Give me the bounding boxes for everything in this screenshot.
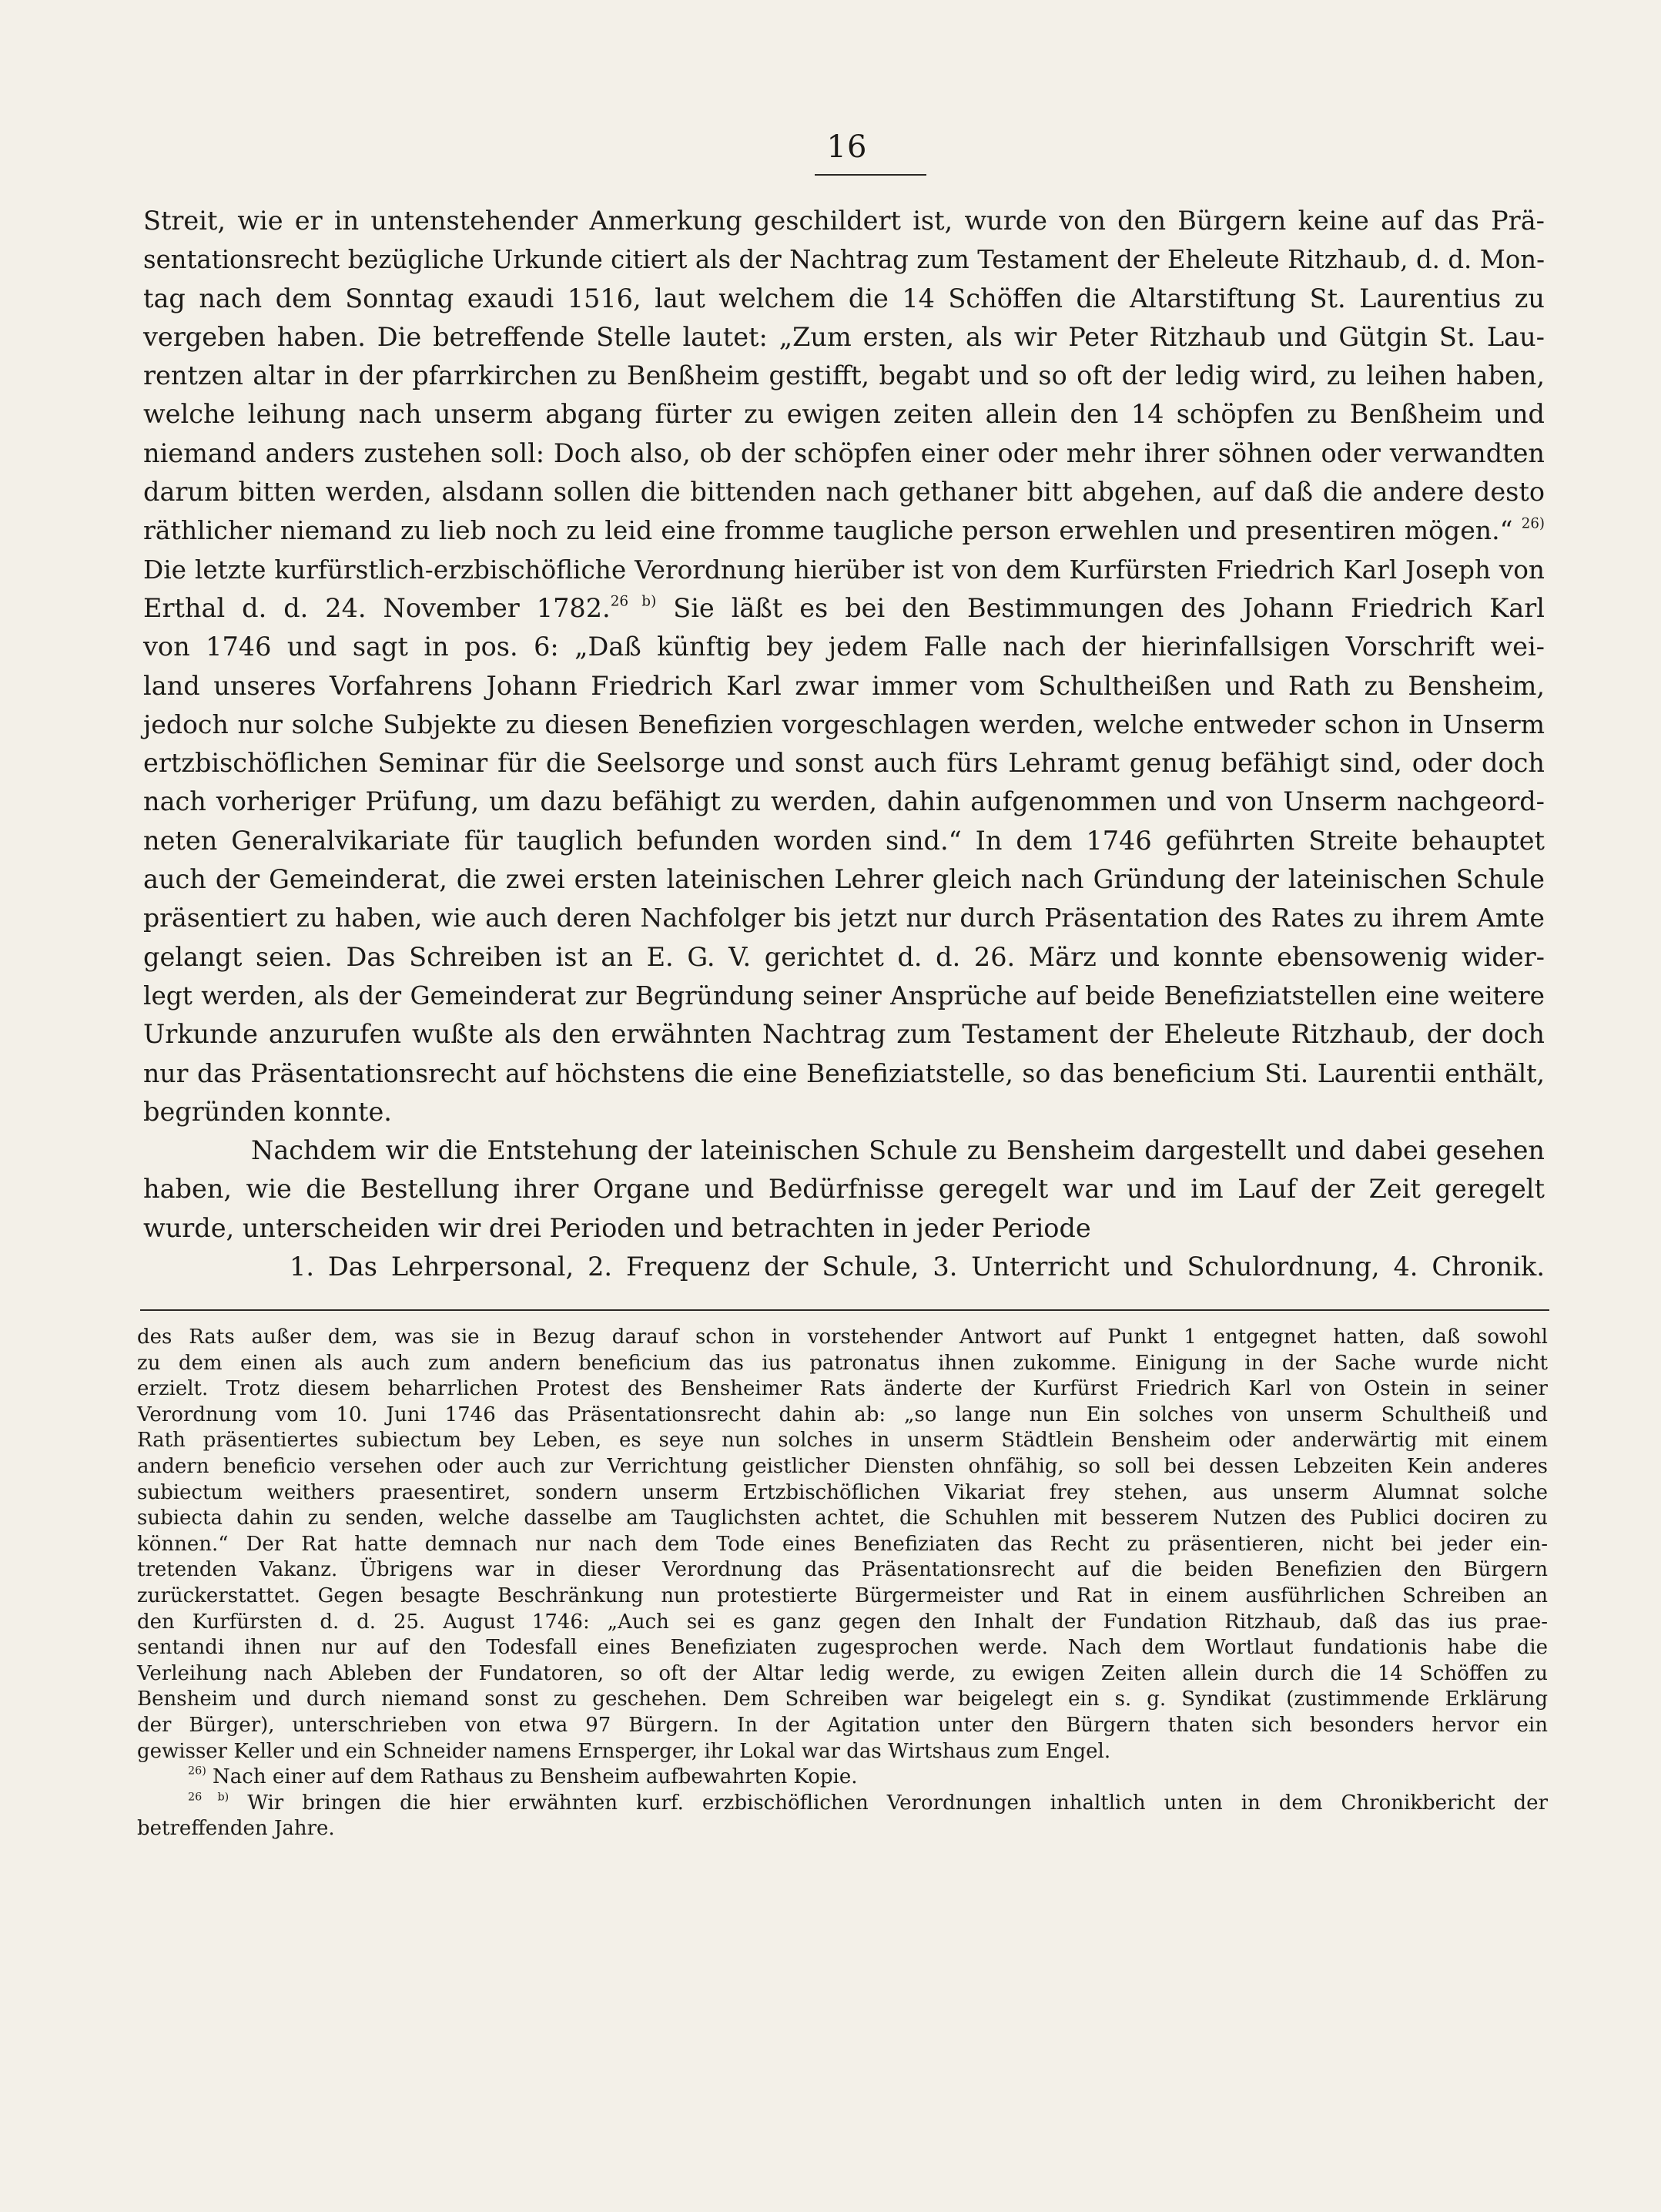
footnote-line: subiectum weithers praesentiret, sondern unserm Ertzbischöflichen Vikariat frey stehen, aus unserm Alumnat solche [137,1480,1548,1504]
text-line: jedoch nur solche Subjekte zu diesen Benefizien vorgeschlagen werden, welche entweder schon in Unserm [143,709,1545,739]
footnote-mark-26: 26) [188,1765,206,1778]
text-line [143,589,1545,628]
text-line-content: Sie läßt es bei den Bestimmungen des Johann Friedrich Karl [673,592,1545,623]
text-line: nur das Präsentationsrecht auf höchstens die eine Benefiziatstelle, so das beneficium Sti. Laurentii enthält, [143,1057,1545,1088]
footnote-line: der Bürger), unterschrieben von etwa 97 Bürgern. In der Agitation unter den Bürgern thaten sich besonders hervor ein [137,1713,1548,1737]
text-line: 1. Das Lehrpersonal, 2. Frequenz der Schule, 3. Unterricht und Schulordnung, 4. Chronik. [290,1252,1545,1282]
footnote-separator [140,1309,1549,1311]
text-line: auch der Gemeinderat, die zwei ersten lateinischen Lehrer gleich nach Gründung der lateinischen Schule [143,864,1545,895]
text-line: land unseres Vorfahrens Johann Friedrich Karl zwar immer vom Schultheißen und Rath zu Bensheim, [143,670,1545,701]
text-line: rentzen altar in der pfarrkirchen zu Benßheim gestifft, begabt und so oft der ledig wird, zu leihen haben, [143,360,1545,391]
text-line-content: Erthal d. d. 24. November 1782. [143,592,611,623]
footnote-ref-26b: 26 b) [610,593,657,610]
text-line: begründen konnte. [143,1096,392,1127]
text-line: von 1746 und sagt in pos. 6: „Daß künftig bey jedem Falle nach der hierinfallsigen Vorschrift wei- [143,632,1545,662]
footnote-line: tretenden Vakanz. Übrigens war in dieser Verordnung das Präsentationsrecht auf die beiden Benefizien den Bürgern [137,1558,1548,1582]
text-line: ertzbischöflichen Seminar für die Seelsorge und sonst auch fürs Lehramt genug befähigt sind, oder doch [143,748,1545,779]
footnote-line: können.“ Der Rat hatte demnach nur nach dem Tode eines Benefiziaten das Recht zu präsentieren, nicht bei jeder ein- [137,1532,1548,1556]
header-rule [815,174,926,176]
footnote-line: des Rats außer dem, was sie in Bezug darauf schon in vorstehender Antwort auf Punkt 1 entgegnet hatten, daß sowohl [137,1326,1548,1349]
text-line: welche leihung nach unserm abgang fürter zu ewigen zeiten allein den 14 schöpfen zu Benßheim und [143,399,1545,430]
text-line: tag nach dem Sonntag exaudi 1516, laut welchem die 14 Schöffen die Altarstiftung St. Laurentius zu [143,283,1545,313]
footnote-line: zurückerstattet. Gegen besagte Beschränkung nun protestierte Bürgermeister und Rat in einem ausführlichen Schreiben an [137,1584,1548,1607]
footnote-26 [137,1765,1548,1791]
text-line-content: räthlicher niemand zu lieb noch zu leid eine fromme taugliche person erwehlen und presentiren mögen.“ [143,515,1513,546]
text-line: gelangt seien. Das Schreiben ist an E. G. V. gerichtet d. d. 26. März und konnte ebensowenig wider- [143,941,1545,972]
text-line: legt werden, als der Gemeinderat zur Begründung seiner Ansprüche auf beide Benefiziatstellen eine weitere [143,980,1545,1010]
text-line: Streit, wie er in untenstehender Anmerkung geschildert ist, wurde von den Bürgern keine auf das Prä- [143,206,1545,236]
footnote-line: andern beneficio versehen oder auch zur Verrichtung geistlicher Diensten ohnfähig, so soll bei dessen Lebzeiten Kein anderes [137,1454,1548,1478]
footnote-line: sentandi ihnen nur auf den Todesfall eines Benefiziaten zugesprochen werde. Nach dem Wortlaut fundationis habe die [137,1636,1548,1660]
footnote-mark-26b: 26 b) [188,1791,229,1804]
footnotes [137,1325,1548,1842]
footnote-line: subiecta dahin zu senden, welche dasselbe am Tauglichsten achtet, die Schuhlen mit besserem Nutzen des Publici dociren zu [137,1507,1548,1530]
footnote-line: Rath präsentiertes subiectum bey Leben, es seye nun solches in unserm Städtlein Bensheim oder anderwärtig mit einem [137,1429,1548,1453]
footnote-line: Verleihung nach Ableben der Fundatoren, so oft der Altar ledig werde, zu ewigen Zeiten allein durch die 14 Schöffen zu [137,1661,1548,1685]
footnote-line: zu dem einen als auch zum andern beneficium das ius patronatus ihnen zukomme. Einigung in der Sache wurde nicht [137,1351,1548,1375]
text-line: Urkunde anzurufen wußte als den erwähnten Nachtrag zum Testament der Eheleute Ritzhaub, der doch [143,1019,1545,1050]
text-line: wurde, unterscheiden wir drei Perioden und betrachten in jeder Periode [143,1212,1091,1243]
text-line: neten Generalvikariate für tauglich befunden worden sind.“ In dem 1746 geführten Streite behauptet [143,825,1545,856]
text-line: darum bitten werden, alsdann sollen die bittenden nach gethaner bitt abgehen, auf daß die andere desto [143,477,1545,508]
text-line: Die letzte kurfürstlich-erzbischöfliche Verordnung hierüber ist von dem Kurfürsten Friedrich Karl Joseph von [143,555,1545,585]
footnote-line: betreffenden Jahre. [137,1817,335,1841]
text-line: sentationsrecht bezügliche Urkunde citiert als der Nachtrag zum Testament der Eheleute Ritzhaub, d. d. Mon- [143,245,1545,275]
footnote-text: Wir bringen die hier erwähnten kurf. erzbischöflichen Verordnungen inhaltlich unten in dem Chronikbericht der [247,1791,1548,1815]
footnote-ref-26: 26) [1521,515,1545,532]
footnote-line: Verordnung vom 10. Juni 1746 das Präsentationsrecht dahin ab: „so lange nun Ein solches von unserm Schultheiß und [137,1403,1548,1426]
text-line: nach vorheriger Prüfung, um dazu befähigt zu werden, dahin aufgenommen und von Unserm nachgeord- [143,786,1545,817]
footnote-26b [137,1791,1548,1817]
text-line: haben, wie die Bestellung ihrer Organe und Bedürfnisse geregelt war und im Lauf der Zeit geregelt [143,1174,1545,1205]
text-line: präsentiert zu haben, wie auch deren Nachfolger bis jetzt nur durch Präsentation des Rates zu ihrem Amte [143,903,1545,933]
text-line: Nachdem wir die Entstehung der lateinischen Schule zu Bensheim dargestellt und dabei gesehen [251,1135,1545,1166]
main-text [143,202,1545,1286]
footnote-line: gewisser Keller und ein Schneider namens Ernsperger, ihr Lokal war das Wirtshaus zum Engel. [137,1739,1111,1763]
footnote-line: den Kurfürsten d. d. 25. August 1746: „Auch sei es ganz gegen den Inhalt der Fundation Ritzhaub, daß das ius prae- [137,1610,1548,1634]
text-line: niemand anders zustehen soll: Doch also, ob der schöpfen einer oder mehr ihrer söhnen oder verwandten [143,437,1545,468]
text-line [143,511,1545,550]
page-number: 16 [826,129,868,165]
footnote-line: erzielt. Trotz diesem beharrlichen Protest des Bensheimer Rats änderte der Kurfürst Friedrich Karl von Ostein in seiner [137,1377,1548,1401]
footnote-line: Bensheim und durch niemand sonst zu geschehen. Dem Schreiben war beigelegt ein s. g. Syndikat (zustimmende Erklärung [137,1687,1548,1711]
footnote-text: Nach einer auf dem Rathaus zu Bensheim aufbewahrten Kopie. [213,1765,858,1789]
text-line: vergeben haben. Die betreffende Stelle lautet: „Zum ersten, als wir Peter Ritzhaub und Gütgin St. Lau- [143,321,1545,352]
